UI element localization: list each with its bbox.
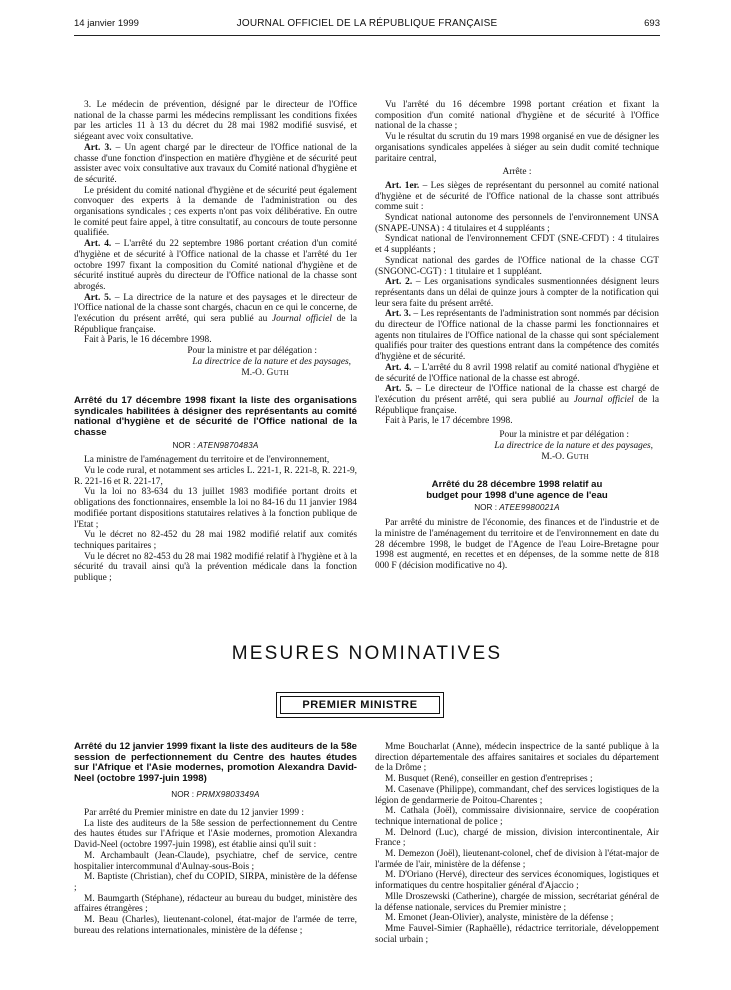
journal-officiel-ref: Journal officiel — [573, 394, 634, 405]
signatory-role: La directrice de la nature et des paysages, — [192, 356, 351, 367]
article-label: Art. 3. — [385, 309, 411, 320]
article-text: – L'arrêté du 8 avril 1998 relatif au comité national d'hygiène et de sécurité de l'Office national de la chasse est abrogé. — [375, 362, 659, 384]
signatory-role: La directrice de la nature et des paysages, — [494, 440, 653, 451]
ministry-label: PREMIER MINISTRE — [280, 696, 440, 714]
article-label: Art. 4. — [385, 362, 412, 373]
nor-reference — [375, 503, 659, 514]
left-column-top — [74, 100, 357, 584]
syndicate-item: Syndicat national de l'environnement CFDT (SNE-CFDT) : 4 titulaires et 4 suppléants ; — [375, 234, 659, 256]
journal-officiel-ref: Journal officiel — [272, 314, 332, 325]
nor-label: NOR : — [172, 440, 198, 450]
article-3 — [375, 309, 659, 363]
list-item: M. Cathala (Joël), commissaire divisionnaire, service de coopération technique international de police ; — [375, 806, 659, 827]
list-item: M. Casenave (Philippe), commandant, chef des services logistiques de la légion de gendarmerie de Poitou-Charentes ; — [375, 784, 659, 806]
article-text: de la République française. — [74, 314, 357, 335]
paragraph: La ministre de l'aménagement du territoire et de l'environnement, — [84, 455, 330, 466]
article-5 — [74, 293, 357, 336]
paragraph: Vu le décret no 82-453 du 28 mai 1982 modifié relatif à l'hygiène et à la sécurité du travail ainsi qu'à la prévention médicale dans la fonction publique ; — [74, 551, 357, 584]
right-column-bottom — [375, 742, 659, 945]
nor-label: NOR : — [474, 503, 500, 513]
paragraph: Par arrêté du Premier ministre en date du 12 janvier 1999 : — [84, 808, 304, 819]
header-date: 14 janvier 1999 — [74, 18, 139, 29]
list-item: M. Demezon (Joël), lieutenant-colonel, chef de division à l'état-major de l'armée de l'air, ministère de la défense ; — [375, 849, 659, 870]
syndicate-item: Syndicat national des gardes de l'Office national de la chasse CGT (SNGONC-CGT) : 1 titulaire et 1 suppléant. — [375, 255, 659, 277]
delegation-line: Pour la ministre et par délégation : — [499, 430, 629, 441]
list-item: Mlle Droszewski (Catherine), chargée de mission, secrétariat général de la défense nationale, services du Premier ministre ; — [375, 891, 659, 913]
article-text: – Les organisations syndicales susmentionnées désignent leurs représentants dans un délai de quinze jours à compter de la notification qui leur sera faite du présent arrêté. — [375, 277, 659, 309]
page-header — [74, 18, 660, 32]
article-text: – Les sièges de représentant du personnel au comité national d'hygiène et de sécurité de l'Office national de la chasse sont attribués comme suit : — [375, 180, 659, 213]
delegation-line: Pour la ministre et par délégation : — [187, 346, 317, 357]
article-text: de la République française. — [375, 394, 659, 416]
article-text: – L'arrêté du 22 septembre 1986 portant création d'un comité d'hygiène et de sécurité à l'Office national de la chasse et l'arrêté du 1er octobre 1997 fixant la composition du Comité national d'hygiène et de sécurité institué auprès du directeur de l'Office national de la chasse sont abrogés. — [74, 239, 358, 292]
nor-reference — [74, 441, 357, 452]
signatory-initials: M.-O. — [541, 451, 567, 462]
arrete-title: Arrêté du 28 décembre 1998 relatif au budget pour 1998 d'une agence de l'eau — [426, 479, 608, 501]
header-journal-title: JOURNAL OFFICIEL DE LA RÉPUBLIQUE FRANÇAISE — [236, 18, 498, 29]
paragraph: La liste des auditeurs de la 58e session de perfectionnement du Centre des hautes études sur l'Afrique et l'Asie modernes, promotion Alexandra David-Neel (octobre 1997-juin 1998), est établie ainsi qu'il suit : — [74, 818, 357, 851]
signatory-name — [375, 452, 659, 463]
list-item: M. Baptiste (Christian), chef du COPID, SIRPA, ministère de la défense ; — [74, 872, 357, 893]
article-label: Art. 3. — [84, 142, 112, 153]
paragraph: Le président du comité national d'hygiène et de sécurité peut également convoquer des experts à la demande de l'administration ou des organisations syndicales ; ces experts n'ont pas voix délibérative. En outre le comité peut faire appel, à titre consultatif, au concours de toute personne qualifiée. — [74, 185, 357, 239]
nor-label: NOR : — [171, 790, 197, 800]
list-item: M. Baumgarth (Stéphane), rédacteur au bureau du budget, ministère des affaires étrangères ; — [74, 893, 357, 915]
list-item: M. Delnord (Luc), chargé de mission, division intercontinentale, Air France ; — [375, 827, 659, 849]
article-4 — [74, 239, 357, 293]
syndicate-item: Syndicat national autonome des personnels de l'environnement UNSA (SNAPE-UNSA) : 4 titulaires et 4 suppléants ; — [375, 213, 659, 234]
arrete-title: Arrêté du 12 janvier 1999 fixant la liste des auditeurs de la 58e session de perfectionnement du Centre des hautes études sur l'Afrique et l'Asie modernes, promotion Alexandra David-Neel (octobre 1997-juin 1998) — [74, 741, 357, 784]
signatory-name — [74, 368, 357, 379]
paragraph: Vu le résultat du scrutin du 19 mars 1998 organisé en vue de désigner les organisations syndicales appelées à siéger au sein dudit comité technique paritaire central, — [375, 132, 659, 164]
article-5 — [375, 384, 659, 416]
list-item: M. Emonet (Jean-Olivier), analyste, ministère de la défense ; — [385, 913, 614, 924]
list-item: Mme Boucharlat (Anne), médecin inspectrice de la santé publique à la direction départementale des affaires sanitaires et sociales du département de la Drôme ; — [375, 742, 659, 774]
paragraph: Vu la loi no 83-634 du 13 juillet 1983 modifiée portant droits et obligations des fonctionnaires, ensemble la loi no 84-16 du 11 janvier 1984 modifiée portant dispositions statutaires relatives à la fonction publique de l'Etat ; — [74, 487, 357, 530]
article-label: Art. 5. — [385, 384, 413, 395]
signatory-surname: Guth — [566, 451, 589, 462]
list-item: M. Archambault (Jean-Claude), psychiatre, chef de service, centre hospitalier intercommunal d'Aulnay-sous-Bois ; — [74, 850, 357, 872]
paragraph: Vu le décret no 82-452 du 28 mai 1982 modifié relatif aux comités techniques paritaires ; — [74, 530, 357, 551]
article-text: – Un agent chargé par le directeur de l'Office national de la chasse d'une fonction d'inspection en matière d'hygiène et de sécurité peut assister avec voix consultative aux travaux du Comité national d'hygiène et de sécurité. — [74, 142, 357, 185]
paragraph: Vu l'arrêté du 16 décembre 1998 portant création et fixant la composition d'un comité national d'hygiène et de sécurité à l'Office national de la chasse ; — [375, 100, 659, 132]
signatory-initials: M.-O. — [241, 367, 267, 378]
ministry-box — [276, 692, 444, 718]
fait-a-paris: Fait à Paris, le 16 décembre 1998. — [84, 335, 212, 346]
list-item: M. D'Oriano (Hervé), directeur des services économiques, logistiques et informatiques du centre hospitalier général d'Ajaccio ; — [375, 870, 659, 892]
article-label: Art. 5. — [84, 292, 112, 303]
article-text: – Le directeur de l'Office national de la chasse est chargé de l'exécution du présent arrêté, qui sera publié au — [375, 384, 659, 405]
fait-a-paris: Fait à Paris, le 17 décembre 1998. — [385, 416, 513, 427]
list-item: Mme Fauvel-Simier (Raphaëlle), rédactrice territoriale, développement social urbain ; — [375, 923, 659, 945]
article-2 — [375, 277, 659, 309]
paragraph: 3. Le médecin de prévention, désigné par le directeur de l'Office national de la chasse parmi les médecins remplissant les conditions fixées par les articles 11 à 13 du décret du 28 mai 1982 modifié susvisé, et siégeant avec voix consultative. — [74, 100, 357, 143]
header-rule — [74, 35, 660, 36]
nor-code: ATEE9980021A — [499, 503, 560, 513]
list-item: M. Busquet (René), conseiller en gestion d'entreprises ; — [385, 774, 593, 785]
article-label: Art. 1er. — [385, 180, 420, 191]
nor-reference — [74, 790, 357, 801]
nor-code: ATEN9870483A — [197, 440, 259, 450]
arrete-word: Arrête : — [502, 167, 532, 178]
arrete-title: Arrêté du 17 décembre 1998 fixant la liste des organisations syndicales habilitées à désigner des représentants au comité national d'hygiène et de sécurité de l'Office national de la chasse — [74, 395, 357, 439]
article-label: Art. 2. — [385, 277, 413, 288]
section-title: MESURES NOMINATIVES — [231, 643, 503, 664]
nor-code: PRMX9803349A — [196, 790, 260, 800]
article-4 — [375, 363, 659, 384]
list-item: M. Beau (Charles), lieutenant-colonel, état-major de l'armée de terre, bureau des relations internationales, ministère de la défense ; — [74, 915, 357, 936]
paragraph: Par arrêté du ministre de l'économie, des finances et de l'industrie et de la ministre de l'aménagement du territoire et de l'environnement en date du 28 décembre 1998, le budget de l'Agence de l'eau Loire-Bretagne pour 1998 est augmenté, en recettes et en dépenses, de la somme nette de 818 000 F (décision modificative no 4). — [375, 518, 659, 571]
article-text: – Les représentants de l'administration sont nommés par décision du directeur de l'Office national de la chasse parmi les fonctionnaires et agents non titulaires de l'Office national de la chasse qui sont spécialement qualifiés pour traiter des questions entrant dans la compétence des comités d'hygiène et de sécurité. — [375, 309, 659, 363]
left-column-bottom — [74, 742, 357, 937]
article-label: Art. 4. — [84, 239, 112, 250]
paragraph: Vu le code rural, et notamment ses articles L. 221-1, R. 221-8, R. 221-9, R. 221-16 et R. 221-17, — [74, 466, 357, 487]
right-column-top — [375, 100, 659, 572]
article-3 — [74, 143, 357, 186]
signatory-surname: Guth — [266, 367, 289, 378]
article-1 — [375, 181, 659, 213]
article-text: – La directrice de la nature et des paysages et le directeur de l'Office national de la chasse sont chargés, chacun en ce qui le concerne, de l'exécution du présent arrêté, qui sera publié au — [74, 292, 357, 325]
header-page-number: 693 — [644, 18, 660, 29]
